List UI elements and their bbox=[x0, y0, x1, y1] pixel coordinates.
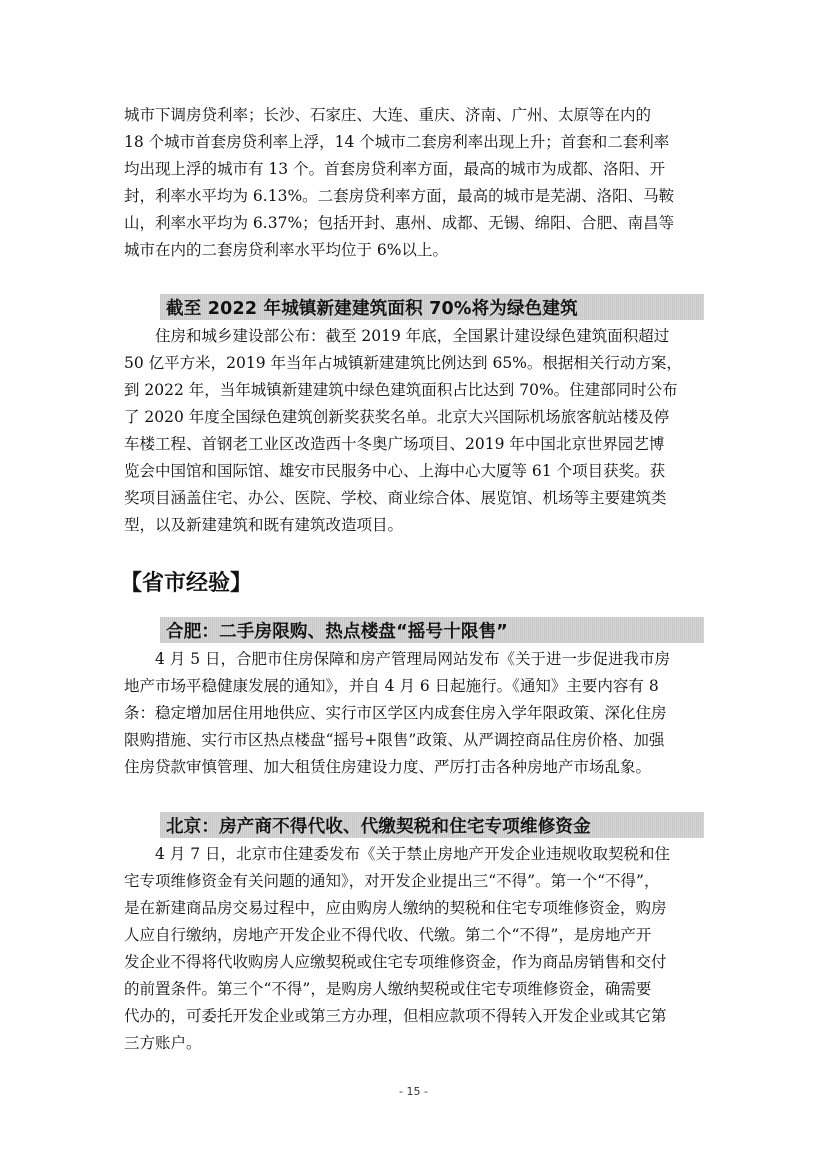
text-line: 4 月 5 日，合肥市住房保障和房产管理局网站发布《关于进一步促进我市房 bbox=[124, 650, 671, 668]
heading-text: 截至 2022 年城镇新建建筑面积 70%将为绿色建筑 bbox=[166, 298, 578, 319]
paragraph-beijing bbox=[124, 841, 706, 1057]
text-line: 三方账户。 bbox=[124, 1034, 202, 1052]
heading-text: 北京：房产商不得代收、代缴契税和住宅专项维修资金 bbox=[166, 816, 591, 837]
text-line: 住房和城乡建设部公布：截至 2019 年底，全国累计建设绿色建筑面积超过 bbox=[124, 327, 670, 345]
text-line: 住房贷款审慎管理、加大租赁住房建设力度、严厉打击各种房地产市场乱象。 bbox=[124, 758, 652, 776]
text-line: 的前置条件。第三个“不得”，是购房人缴纳契税或住宅专项维修资金，确需要 bbox=[124, 980, 652, 998]
text-line: 4 月 7 日，北京市住建委发布《关于禁止房地产开发企业违规收取契税和住 bbox=[124, 845, 671, 863]
text-line: 城市在内的二套房贷利率水平均位于 6%以上。 bbox=[124, 241, 449, 259]
text-line: 限购措施、实行市区热点楼盘“摇号+限售”政策、从严调控商品住房价格、加强 bbox=[124, 731, 665, 749]
text-line: 发企业不得将代收购房人应缴契税或住宅专项维修资金，作为商品房销售和交付 bbox=[124, 953, 667, 971]
text-line: 览会中国馆和国际馆、雄安市民服务中心、上海中心大厦等 61 个项目获奖。获 bbox=[124, 462, 666, 480]
section-title: 【省市经验】 bbox=[120, 571, 253, 596]
page-number: - 15 - bbox=[399, 1085, 428, 1098]
text-line: 条：稳定增加居住用地供应、实行市区学区内成套住房入学年限政策、深化住房 bbox=[124, 704, 667, 722]
text-line: 50 亿平方米，2019 年当年占城镇新建建筑比例达到 65%。根据相关行动方案， bbox=[124, 354, 682, 372]
heading-beijing bbox=[160, 812, 704, 838]
text-line: 宅专项维修资金有关问题的通知》，对开发企业提出三“不得”。第一个“不得”， bbox=[124, 872, 660, 890]
text-line: 山，利率水平均为 6.37%；包括开封、惠州、成都、无锡、绵阳、合肥、南昌等 bbox=[124, 214, 675, 232]
heading-green-building bbox=[160, 294, 704, 320]
text-line: 车楼工程、首钢老工业区改造西十冬奥广场项目、2019 年中国北京世界园艺博 bbox=[124, 435, 665, 453]
text-line: 奖项目涵盖住宅、办公、医院、学校、商业综合体、展览馆、机场等主要建筑类 bbox=[124, 489, 667, 507]
text-line: 城市下调房贷利率；长沙、石家庄、大连、重庆、济南、广州、太原等在内的 bbox=[124, 106, 652, 124]
text-line: 了 2020 年度全国绿色建筑创新奖获奖名单。北京大兴国际机场旅客航站楼及停 bbox=[124, 408, 670, 426]
text-line: 型，以及新建建筑和既有建筑改造项目。 bbox=[124, 516, 404, 534]
paragraph-hefei bbox=[124, 646, 706, 781]
text-line: 代办的，可委托开发企业或第三方办理，但相应款项不得转入开发企业或其它第 bbox=[124, 1007, 667, 1025]
text-line: 18 个城市首套房贷利率上浮，14 个城市二套房利率出现上升；首套和二套利率 bbox=[124, 133, 670, 151]
text-line: 人应自行缴纳，房地产开发企业不得代收、代缴。第二个“不得”，是房地产开 bbox=[124, 926, 652, 944]
heading-hefei bbox=[160, 617, 704, 643]
heading-text: 合肥：二手房限购、热点楼盘“摇号十限售” bbox=[166, 621, 509, 642]
paragraph-mortgage-rates bbox=[124, 102, 706, 264]
paragraph-green-building bbox=[124, 323, 706, 539]
text-line: 封，利率水平均为 6.13%。二套房贷利率方面，最高的城市是芜湖、洛阳、马鞍 bbox=[124, 187, 675, 205]
text-line: 地产市场平稳健康发展的通知》，并自 4 月 6 日起施行。《通知》主要内容有 8 bbox=[124, 677, 659, 695]
text-line: 均出现上浮的城市有 13 个。首套房贷利率方面，最高的城市为成都、洛阳、开 bbox=[124, 160, 666, 178]
text-line: 是在新建商品房交易过程中，应由购房人缴纳的契税和住宅专项维修资金，购房 bbox=[124, 899, 667, 917]
text-line: 到 2022 年，当年城镇新建建筑中绿色建筑面积占比达到 70%。住建部同时公布 bbox=[124, 381, 678, 399]
